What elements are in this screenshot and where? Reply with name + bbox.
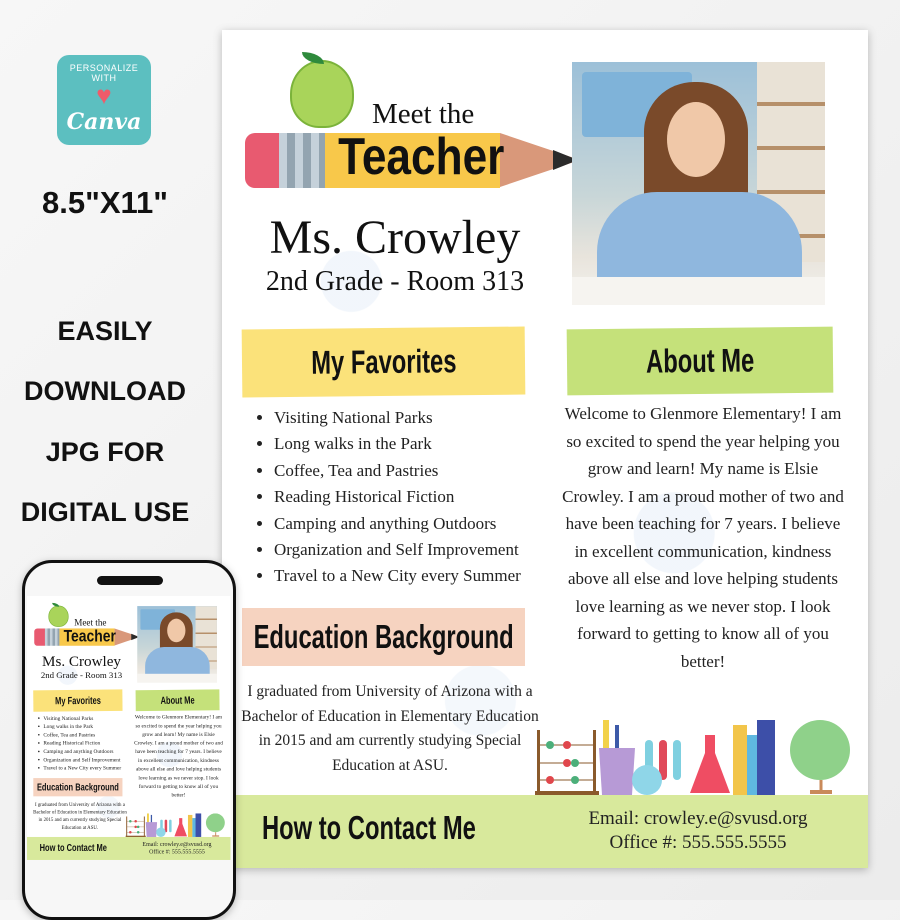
face bbox=[167, 619, 185, 643]
teacher-title: Teacher bbox=[338, 128, 505, 186]
contact-title: How to Contact Me bbox=[262, 809, 476, 846]
teacher-title: Teacher bbox=[63, 626, 116, 646]
pencil-graphic bbox=[34, 628, 132, 645]
abacus-icon bbox=[126, 817, 146, 837]
canva-badge bbox=[57, 55, 151, 145]
eraser bbox=[245, 133, 279, 188]
apple-icon bbox=[290, 60, 354, 128]
favorites-banner bbox=[242, 327, 526, 398]
phone-mockup bbox=[22, 560, 236, 920]
size-label: 8.5"X11" bbox=[42, 185, 168, 220]
ferrule bbox=[45, 628, 59, 645]
email-text: Email: crowley.e@svusd.org bbox=[588, 808, 808, 829]
office-phone-text: Office #: 555.555.5555 bbox=[609, 832, 787, 853]
email-text: Email: crowley.e@svusd.org bbox=[142, 841, 212, 848]
books-icon bbox=[733, 720, 775, 795]
pencil-cup-icon bbox=[146, 813, 157, 837]
contact-info bbox=[562, 807, 834, 855]
contact-title: How to Contact Me bbox=[39, 841, 107, 854]
list-item: • Reading Historical Fiction bbox=[274, 484, 521, 510]
feature-line: EASILY bbox=[57, 316, 153, 346]
badge-tagline: PERSONALIZE WITH bbox=[69, 63, 139, 83]
list-item: • Coffee, Tea and Pastries bbox=[274, 458, 521, 484]
test-tubes-icon bbox=[632, 740, 681, 795]
teacher-name: Ms. Crowley bbox=[42, 653, 121, 670]
desk bbox=[137, 674, 217, 683]
list-item: • Long walks in the Park bbox=[274, 431, 521, 457]
globe-icon bbox=[206, 813, 225, 836]
phone-speaker bbox=[97, 576, 163, 585]
education-banner bbox=[242, 608, 525, 666]
favorites-title: My Favorites bbox=[310, 342, 457, 381]
pencil-cup-icon bbox=[599, 720, 635, 795]
feature-line: JPG FOR bbox=[45, 437, 165, 467]
ferrule bbox=[279, 133, 325, 188]
flask-icon bbox=[174, 818, 187, 836]
teacher-photo bbox=[572, 62, 825, 305]
canva-logo: Canva bbox=[66, 109, 142, 135]
favorites-title: My Favorites bbox=[54, 694, 101, 707]
favorites-list bbox=[40, 714, 122, 772]
flask-icon bbox=[690, 735, 730, 793]
meet-the-text: Meet the bbox=[74, 617, 107, 628]
about-text: Welcome to Glenmore Elementary! I am so excited to spend the year helping you grow and learn! My name is Elsie Crowley. I am a proud mother of two and have been teaching for 7 years. I believe in excellent communication, kindness above all else and love helping students love learning as we never stop. I look forward to getting to know all of you better! bbox=[562, 404, 844, 671]
face bbox=[667, 102, 725, 177]
meet-the-text: Meet the bbox=[372, 98, 475, 130]
eraser bbox=[34, 628, 45, 645]
about-banner bbox=[136, 689, 220, 711]
desk bbox=[572, 277, 825, 305]
list-item: • Visiting National Parks bbox=[43, 714, 121, 722]
grade-room: 2nd Grade - Room 313 bbox=[265, 266, 525, 297]
teacher-photo bbox=[137, 606, 217, 683]
phone-flyer-preview bbox=[27, 596, 230, 860]
contact-info bbox=[134, 841, 220, 856]
apple-icon bbox=[48, 605, 68, 626]
about-title: About Me bbox=[645, 341, 755, 380]
list-item: • Camping and anything Outdoors bbox=[274, 511, 521, 537]
list-item: • Camping and anything Outdoors bbox=[43, 747, 121, 755]
favorites-banner bbox=[33, 689, 122, 711]
test-tubes-icon bbox=[156, 820, 171, 837]
list-item: • Visiting National Parks bbox=[274, 405, 521, 431]
feature-line: DIGITAL USE bbox=[20, 497, 190, 527]
contact-footer bbox=[222, 795, 868, 868]
globe-icon bbox=[790, 720, 850, 792]
contact-footer bbox=[27, 837, 230, 860]
school-supplies-illustration bbox=[535, 720, 865, 795]
education-title: Education Background bbox=[253, 618, 514, 655]
about-banner bbox=[567, 327, 834, 396]
education-text: I graduated from University of Arizona with a Bachelor of Education in Elementary Education in 2015 and am currently studying Special Education at ASU. bbox=[241, 683, 539, 774]
list-item: • Travel to a New City every Summer bbox=[274, 563, 521, 589]
list-item: • Travel to a New City every Summer bbox=[43, 764, 121, 772]
about-title: About Me bbox=[160, 694, 195, 707]
pencil-graphic bbox=[245, 128, 557, 188]
education-text: I graduated from University of Arizona with a Bachelor of Education in Elementary Education in 2015 and am currently studying Special Education at ASU. bbox=[33, 801, 127, 831]
heart-icon: ♥ bbox=[96, 81, 112, 110]
list-item: • Organization and Self Improvement bbox=[43, 756, 121, 764]
office-phone-text: Office #: 555.555.5555 bbox=[149, 848, 205, 856]
teacher-name: Ms. Crowley bbox=[269, 211, 521, 264]
list-item: • Organization and Self Improvement bbox=[274, 537, 521, 563]
books-icon bbox=[188, 813, 201, 837]
abacus-icon bbox=[535, 730, 599, 795]
list-item: • Coffee, Tea and Pastries bbox=[43, 731, 121, 739]
list-item: • Reading Historical Fiction bbox=[43, 739, 121, 747]
school-supplies-illustration bbox=[126, 813, 230, 837]
leaf-icon bbox=[302, 52, 324, 64]
feature-line: DOWNLOAD bbox=[24, 376, 186, 406]
education-banner bbox=[33, 778, 122, 796]
teacher-flyer bbox=[222, 30, 868, 868]
about-text: Welcome to Glenmore Elementary! I am so excited to spend the year helping you grow and learn! My name is Elsie Crowley. I am a proud mother of two and have been teaching for 7 years. I believe in excellent communication, kindness above all else and love helping students love learning as we never stop. I look forward to getting to know all of you better! bbox=[134, 713, 223, 798]
phone-screen bbox=[27, 596, 233, 920]
favorites-list bbox=[262, 405, 521, 590]
list-item: • Long walks in the Park bbox=[43, 722, 121, 730]
education-title: Education Background bbox=[36, 781, 119, 793]
grade-room: 2nd Grade - Room 313 bbox=[40, 670, 123, 681]
